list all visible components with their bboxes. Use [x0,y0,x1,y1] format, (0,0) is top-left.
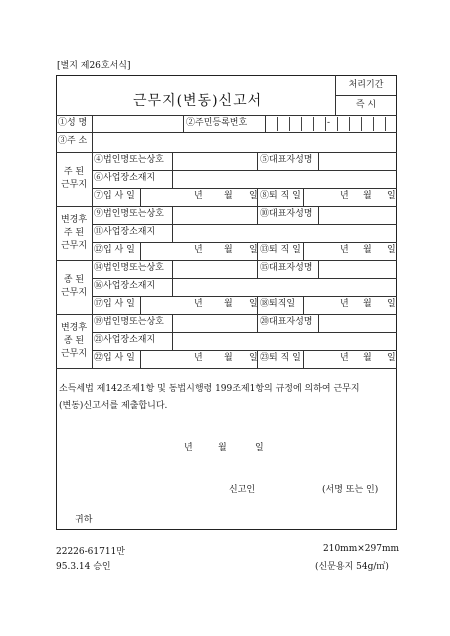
divider [56,152,397,153]
business-address-field[interactable] [174,280,394,294]
divider [92,152,93,206]
divider [172,278,173,296]
addressee: 귀하 [75,515,93,525]
divider [92,350,397,351]
section-group-label: 종 된 [63,275,85,285]
divider [172,260,173,278]
divider [56,206,397,207]
section-group-label: 종 된 [63,335,85,346]
corp-name-label: ⑲법인명또는상호 [94,317,164,327]
divider [172,314,173,332]
join-day: 일 [249,353,258,363]
footer-approval: 95.3.14 승인 [56,562,111,572]
join-date-label: ⑦입 사 일 [94,191,135,201]
date-month: 월 [218,443,227,453]
divider [140,188,141,206]
divider [92,314,93,368]
divider [92,242,397,243]
form-number-label: [별지 제26호서식] [57,61,131,71]
join-year: 년 [194,245,203,255]
divider [172,332,173,350]
leave-date-label: ㉓퇴 직 일 [260,353,301,363]
corp-name-label: ⑭법인명또는상호 [94,263,164,273]
name-label: ①성 명 [58,118,88,128]
divider [257,188,258,206]
join-year: 년 [194,191,203,201]
representative-field[interactable] [320,262,394,276]
divider [257,350,258,368]
representative-label: ⑩대표자성명 [260,209,313,219]
signature-hint: (서명 또는 인) [322,485,379,495]
business-address-field[interactable] [174,334,394,348]
address-label: ③주 소 [58,136,88,146]
section-group-label: 변경후 [60,214,88,225]
business-address-field[interactable] [174,172,394,186]
divider [56,314,397,315]
join-month: 월 [224,353,233,363]
divider [257,260,258,278]
address-field[interactable] [94,134,394,148]
divider [318,260,319,278]
representative-label: ⑮대표자성명 [260,263,313,273]
leave-date-label: ⑬퇴 직 일 [260,245,301,255]
business-address-field[interactable] [174,226,394,240]
divider [257,314,258,332]
join-day: 일 [249,191,258,201]
leave-month: 월 [363,245,372,255]
corp-name-label: ④법인명또는상호 [94,155,164,165]
divider [335,95,396,96]
divider [257,206,258,224]
join-year: 년 [194,299,203,309]
leave-month: 월 [363,191,372,201]
resident-number-field[interactable] [266,117,396,131]
divider [92,260,93,314]
divider [318,206,319,224]
join-day: 일 [249,245,258,255]
join-year: 년 [194,353,203,363]
divider [318,314,319,332]
section-group-label: 주 된 [63,227,85,238]
corp-name-field[interactable] [174,208,256,222]
corp-name-field[interactable] [174,316,256,330]
divider [92,332,397,333]
divider [140,350,141,368]
leave-month: 월 [363,353,372,363]
divider [92,206,93,260]
join-month: 월 [224,245,233,255]
divider [92,115,93,153]
reporter-signature-field[interactable] [262,482,320,496]
join-month: 월 [224,299,233,309]
divider [257,242,258,260]
section-group-label: 근무지 [60,240,88,251]
representative-field[interactable] [320,316,394,330]
section-group-label: 주 된 [63,167,85,177]
divider [257,296,258,314]
divider [318,152,319,170]
resident-number-dash: - [327,118,331,128]
leave-day: 일 [387,353,396,363]
date-day: 일 [255,443,264,453]
join-date-label: ㉒입 사 일 [94,353,135,363]
divider [56,368,397,369]
section-group-label: 근무지 [60,180,88,190]
leave-year: 년 [340,245,349,255]
divider [303,242,304,260]
join-date-label: ⑫입 사 일 [94,245,135,255]
join-date-label: ⑰입 사 일 [94,299,135,309]
join-day: 일 [249,299,258,309]
processing-period-label: 처리기간 [348,80,384,90]
section-group-label: 근무지 [60,288,88,298]
corp-name-field[interactable] [174,154,256,168]
divider [92,224,397,225]
processing-period-value: 즉 시 [355,100,377,110]
divider [92,170,397,171]
representative-field[interactable] [320,154,394,168]
leave-day: 일 [387,245,396,255]
divider [92,296,397,297]
business-address-label: ⑪사업장소재지 [94,227,156,237]
statement-line-1: 소득세법 제142조제1항 및 동법시행령 199조제1항의 규정에 의하여 근무지 [59,384,360,394]
leave-year: 년 [340,353,349,363]
representative-field[interactable] [320,208,394,222]
divider [172,152,173,170]
footer-paper-type: (신문용지 54g/㎡) [315,562,389,572]
join-month: 월 [224,191,233,201]
leave-year: 년 [340,299,349,309]
resident-number-label: ②주민등록번호 [186,118,248,128]
leave-year: 년 [340,191,349,201]
divider [257,152,258,170]
leave-day: 일 [387,191,396,201]
divider [303,188,304,206]
divider [172,206,173,224]
leave-date-label: ⑧퇴 직 일 [260,191,301,201]
leave-day: 일 [387,299,396,309]
divider [303,350,304,368]
section-group-label: 근무지 [60,348,88,359]
divider [56,132,397,133]
divider [56,260,397,261]
representative-label: ⑳대표자성명 [260,317,313,327]
leave-date-label: ⑱퇴직일 [260,299,296,309]
date-year: 년 [184,443,193,453]
footer-form-code: 22226-61711만 [56,547,125,557]
statement-line-2: (변동)신고서를 제출합니다. [59,401,168,411]
reporter-label: 신고인 [229,485,256,495]
leave-month: 월 [363,299,372,309]
divider [56,115,397,116]
divider [140,242,141,260]
footer-paper-size: 210mm×297mm [323,544,400,554]
form-title: 근무지(변동)신고서 [133,93,263,109]
representative-label: ⑤대표자성명 [260,155,313,165]
divider [183,115,184,132]
divider [172,224,173,242]
business-address-label: ⑥사업장소재지 [94,173,156,183]
business-address-label: ⑯사업장소재지 [94,281,156,291]
divider [303,296,304,314]
divider [92,278,397,279]
corp-name-label: ⑨법인명또는상호 [94,209,164,219]
divider [140,296,141,314]
section-group-label: 변경후 [60,322,88,333]
corp-name-field[interactable] [174,262,256,276]
name-field[interactable] [94,117,182,129]
divider [92,188,397,189]
business-address-label: ㉑사업장소재지 [94,335,156,345]
divider [172,170,173,188]
